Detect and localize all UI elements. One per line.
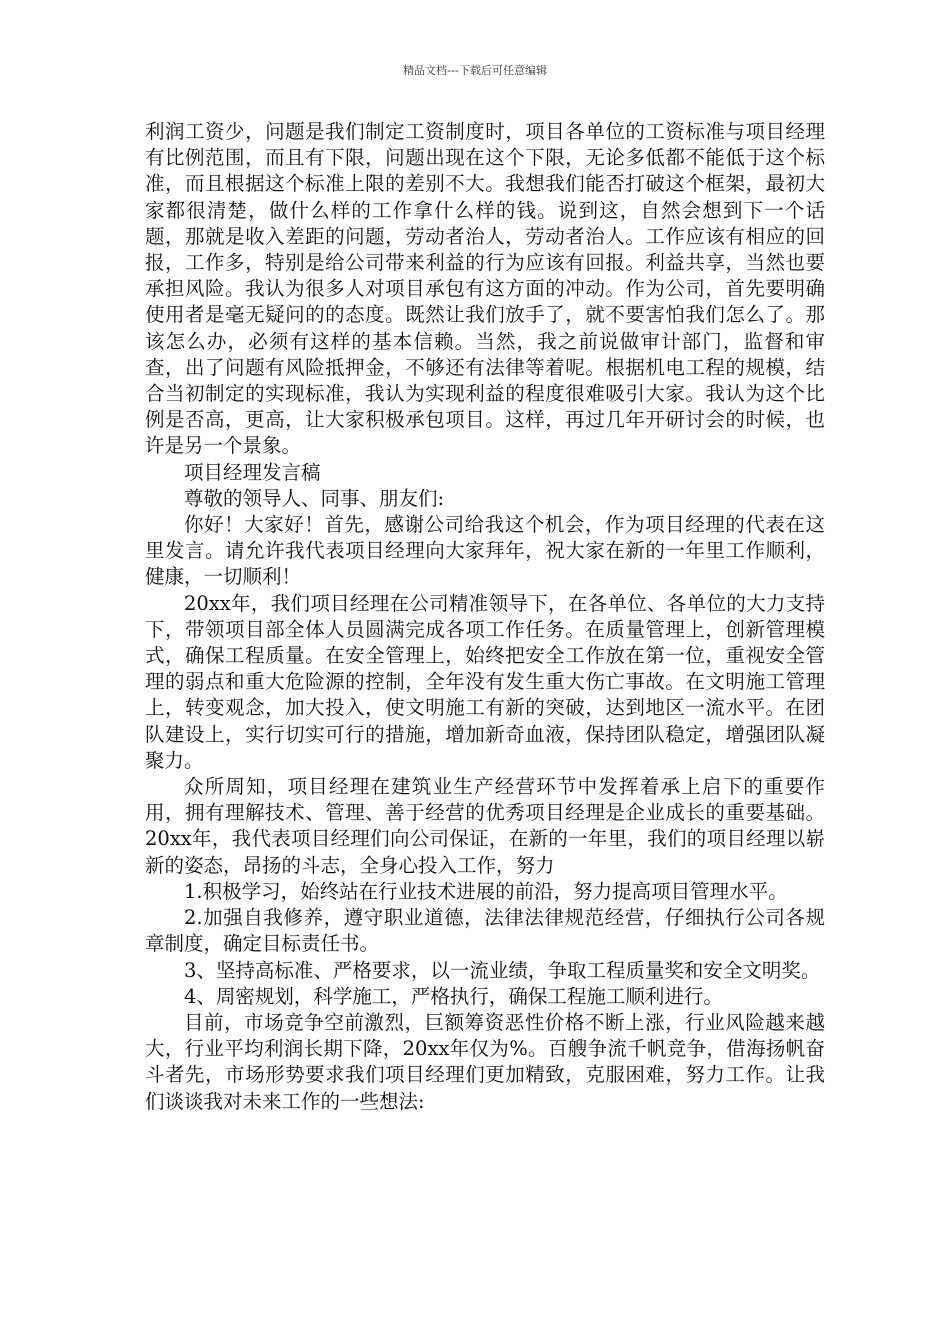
paragraph-continuation: 利润工资少，问题是我们制定工资制度时，项目各单位的工资标准与项目经理有比例范围，而且有下限，问题出现在这个下限，无论多低都不能低于这个标准，而且根据这个标准上限的差别不大。我想我们能否打破这个框架，最初大家都很清楚，做什么样的工作拿什么样的钱。说到这，自然会想到下一个话题，那就是收入差距的问题，劳动者治人，劳动者治人。工作应该有相应的回报，工作多，特别是给公司带来利益的行为应该有回报。利益共享，当然也要承担风险。我认为很多人对项目承包有这方面的冲动。作为公司，首先要明确使用者是毫无疑问的的态度。既然让我们放手了，就不要害怕我们怎么了。那该怎么办，必须有这样的基本信赖。当然，我之前说做审计部门，监督和审查，出了问题有风险抵押金，不够还有法律等着呢。根据机电工程的规模，结合当初制定的实现标准，我认为实现利益的程度很难吸引大家。我认为这个比例是否高，更高，让大家积极承包项目。这样，再过几年开研讨会的时候，也许是另一个景象。 bbox=[145, 120, 825, 458]
list-item-4: 4、周密规划，科学施工，严格执行，确保工程施工顺利进行。 bbox=[184, 984, 723, 1008]
paragraph-greeting: 你好！大家好！首先，感谢公司给我这个机会，作为项目经理的代表在这里发言。请允许我代表项目经理向大家拜年，祝大家在新的一年里工作顺利，健康，一切顺利！ bbox=[145, 513, 825, 589]
salutation: 尊敬的领导人、同事、朋友们: bbox=[184, 486, 445, 510]
speech-title: 项目经理发言稿 bbox=[184, 460, 321, 484]
paragraph-market: 目前，市场竞争空前激烈，巨额筹资恶性价格不断上涨，行业风险越来越大，行业平均利润长期下降，20xx年仅为%。百艘争流千帆竞争，借海扬帆奋斗者先，市场形势要求我们项目经理们更加精致，克服困难，努力工作。让我们谈谈我对未来工作的一些想法: bbox=[145, 1010, 825, 1113]
list-item-1: 1.积极学习，始终站在行业技术进展的前沿，努力提高项目管理水平。 bbox=[184, 879, 788, 903]
list-item-2: 2.加强自我修养，遵守职业道德，法律法律规范经营，仔细执行公司各规章制度，确定目标责任书。 bbox=[145, 906, 825, 956]
page-header-note: 精品文档---下载后可任意编辑 bbox=[403, 64, 547, 77]
paragraph-commitment: 众所周知，项目经理在建筑业生产经营环节中发挥着承上启下的重要作用，拥有理解技术、管理、善于经营的优秀项目经理是企业成长的重要基础。20xx年，我代表项目经理们向公司保证，在新的一年里，我们的项目经理以崭新的姿态，昂扬的斗志，全身心投入工作，努力 bbox=[145, 775, 825, 877]
paragraph-achievements: 20xx年，我们项目经理在公司精准领导下，在各单位、各单位的大力支持下，带领项目部全体人员圆满完成各项工作任务。在质量管理上，创新管理模式，确保工程质量。在安全管理上，始终把安全工作放在第一位，重视安全管理的弱点和重大危险源的控制，全年没有发生重大伤亡事故。在文明施工管理上，转变观念，加大投入，使文明施工有新的突破，达到地区一流水平。在团队建设上，实行切实可行的措施，增加新奇血液，保持团队稳定，增强团队凝聚力。 bbox=[145, 591, 825, 772]
document-body bbox=[145, 119, 825, 1115]
list-item-3: 3、坚持高标准、严格要求，以一流业绩，争取工程质量奖和安全文明奖。 bbox=[184, 958, 821, 982]
